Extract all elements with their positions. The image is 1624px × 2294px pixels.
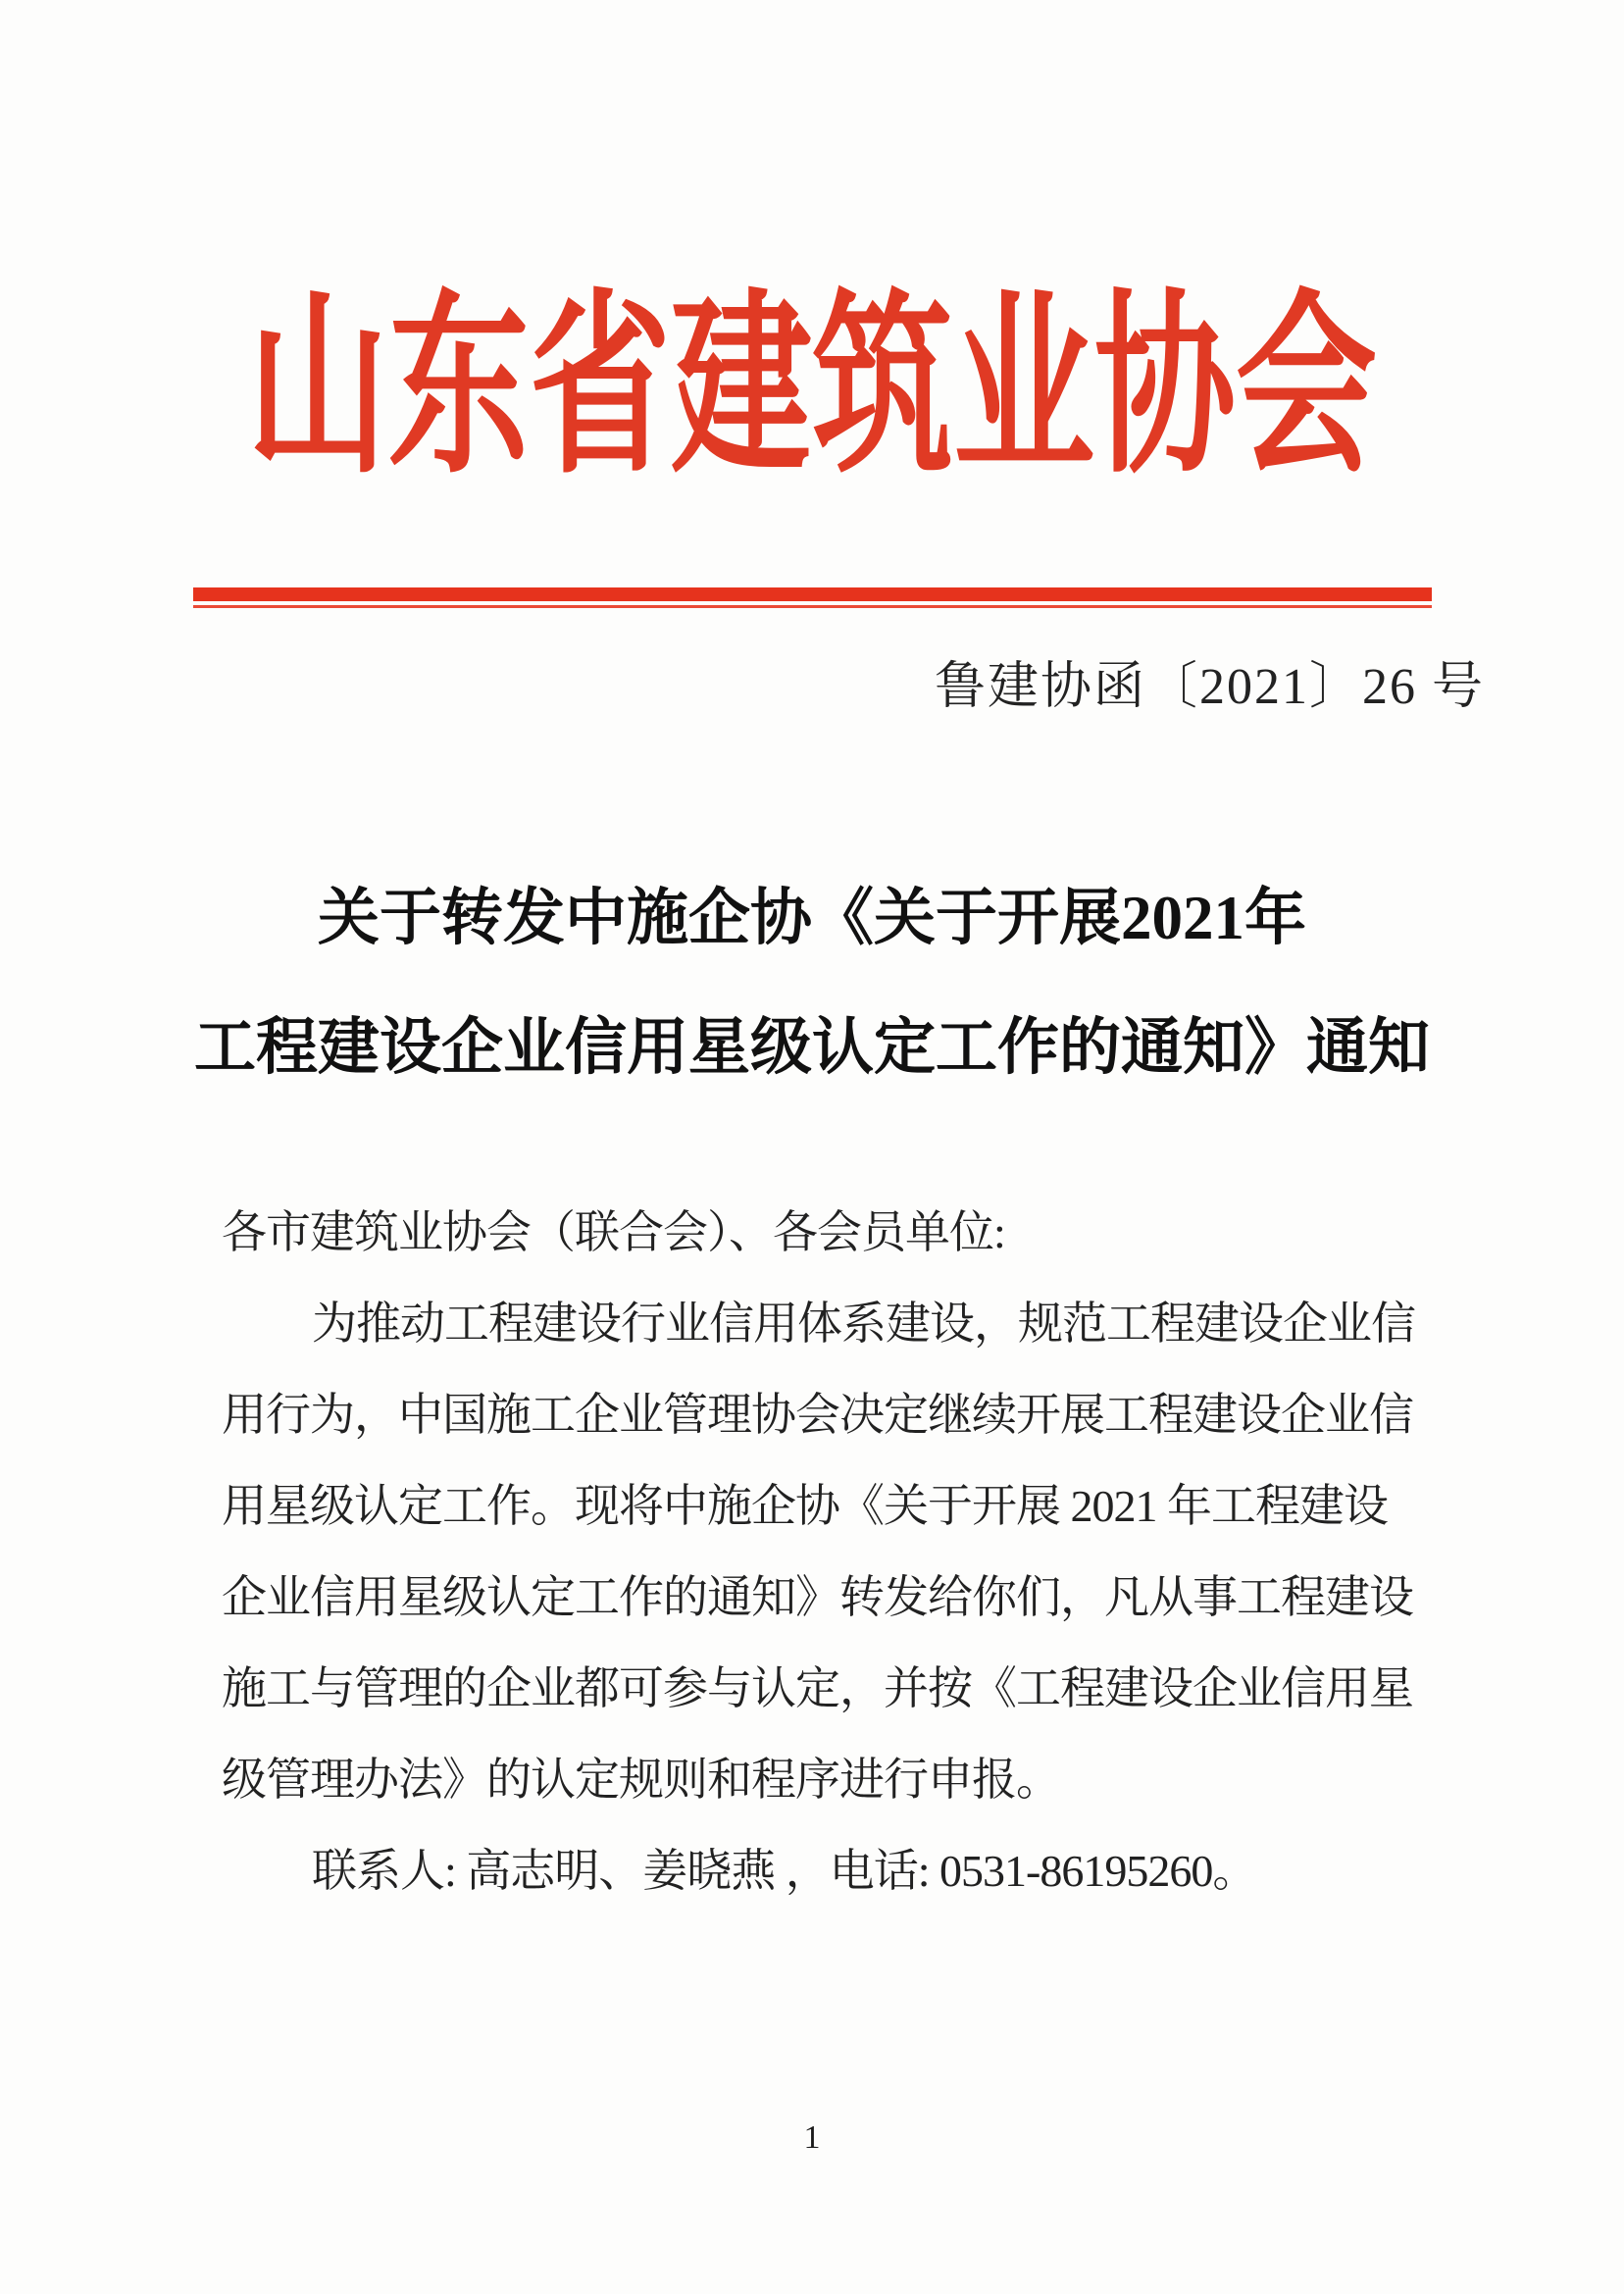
letterhead-divider-thick: [193, 587, 1432, 601]
contact-line: 联系人: 高志明、姜晓燕 ，电话: 0531-86195260。: [312, 1846, 1257, 1896]
letterhead-title: 山东省建筑业协会: [246, 278, 1378, 497]
body-line: 级管理办法》的认定规则和程序进行申报。: [222, 1755, 1060, 1805]
page-number: 1: [803, 2119, 821, 2156]
document-title: [0, 853, 1624, 1112]
salutation-line: 各市建筑业协会（联合会）、各会员单位:: [222, 1207, 1005, 1257]
document-number: 鲁建协函〔2021〕26 号: [935, 659, 1486, 715]
document-title-line-1: 关于转发中施企协《关于开展2021年: [318, 884, 1306, 952]
document-body: [222, 1187, 1415, 1916]
body-line: 为推动工程建设行业信用体系建设，规范工程建设企业信: [312, 1299, 1415, 1349]
body-line: 施工与管理的企业都可参与认定，并按《工程建设企业信用星: [222, 1663, 1413, 1713]
body-line: 用星级认定工作。现将中施企协《关于开展 2021 年工程建设: [222, 1481, 1388, 1531]
document-title-line-2: 工程建设企业信用星级认定工作的通知》通知: [194, 1013, 1430, 1082]
body-line: 企业信用星级认定工作的通知》转发给你们，凡从事工程建设: [222, 1572, 1413, 1622]
letterhead-divider-thin: [193, 605, 1432, 608]
body-line: 用行为，中国施工企业管理协会决定继续开展工程建设企业信: [222, 1390, 1413, 1440]
